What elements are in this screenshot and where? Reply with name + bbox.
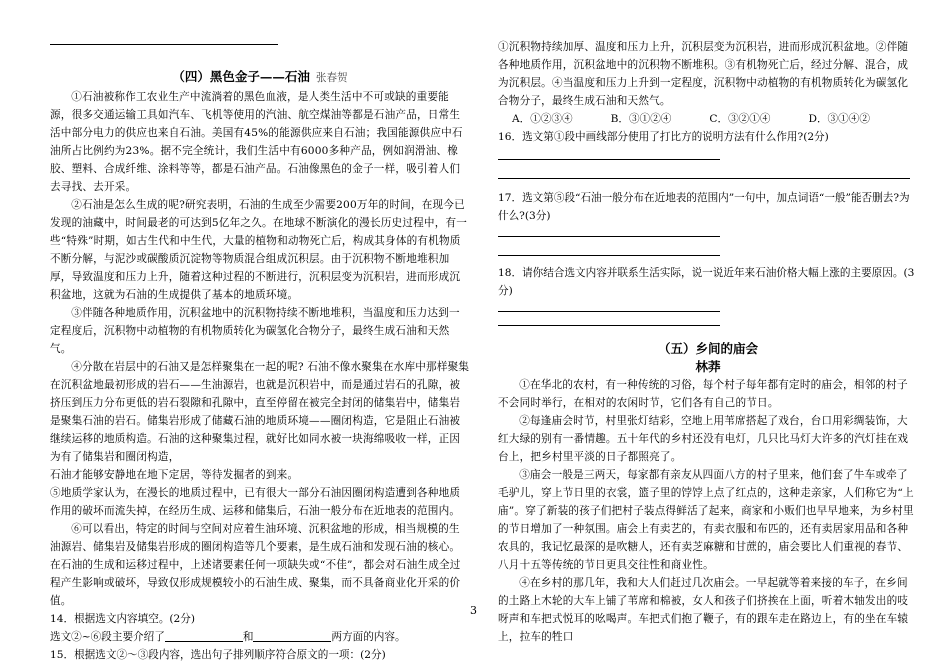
article-author-2: 林莽 [695, 359, 721, 374]
q18-answer-line-2[interactable] [498, 324, 720, 326]
section-title-4 [50, 67, 470, 88]
right-column [498, 0, 918, 646]
paragraph-5: ⑤地质学家认为，在漫长的地质过程中，已有很大一部分石油因圈闭构造遭到各种地质作用的破坏而流失掉，在经历生成、运移和储集后，石油一般分布在近地表的范围内。 [50, 487, 461, 517]
q15-sentences: ①沉积物持续加厚、温度和压力上升，沉积层变为沉积岩，进而形成沉积盆地。②伴随各种地质作用，沉积盆地中的沉积物不断堆积。③有机物死亡后，经过分解、混合，成为沉积层。④当温度和压力上升到一定程度，沉积物中动植物的有机物质转化为碳氢化合物分子，最终生成石油和天然气。 [498, 41, 909, 107]
q14-blank-2[interactable] [253, 629, 331, 642]
left-column [50, 0, 470, 664]
q15-options [498, 110, 918, 128]
q16-answer-line-2[interactable] [498, 177, 910, 179]
paragraph-4-cont: 石油才能够安静地在地下定居，等待发掘者的到来。 [50, 469, 299, 481]
article-title: （四）黑色金子——石油 [172, 69, 310, 84]
option-a[interactable]: A．①②③④ [512, 113, 573, 125]
paragraph-1: ①石油被称作工农业生产中流淌着的黑色血液，是人类生活中不可或缺的重要能源，很多交通运输工具如汽车、飞机等使用的汽油、航空煤油等都是石油产品，日常生活中部分电力的供应也来自石油。美国有45%的能源供应来自石油；我国能源供应中石油所占比例约为23%。据不完全统计，我们生活中有6000多种产品，例如润滑油、橡胶、塑料、合成纤维、涂料等等，都是石油产品。石油像黑色的金子一样，吸引着人们去寻找、去开采。 [50, 91, 463, 193]
essay-paragraph-1: ①在华北的农村，有一种传统的习俗，每个村子每年都有定时的庙会，相邻的村子不会同时举行，在相对的农闲时节，它们各有自己的节日。 [498, 379, 908, 409]
question-17: 17．选文第⑤段“石油一般分布在近地表的范围内”一句中，加点词语“一般”能否删去?为什么?(3分) [498, 192, 910, 222]
question-14: 14．根据选文内容填空。(2分) [50, 613, 196, 625]
q14-suffix: 两方面的内容。 [331, 631, 406, 643]
page-number: 3 [470, 604, 477, 617]
paragraph-2: ②石油是怎么生成的呢?研究表明，石油的生成至少需要200万年的时间，在现今已发现的油藏中，时间最老的可达到5亿年之久。在地球不断演化的漫长历史过程中，有一些“特殊”时期，如古生代和中生代，大量的植物和动物死亡后，构成其身体的有机物质不断分解，与泥沙或碳酸质沉淀物等物质混合组成沉积层。由于沉积物不断地堆积加厚，导致温度和压力上升，随着这种过程的不断进行，沉积层变为沉积岩，进而形成沉积盆地，这就为石油的生成提供了基本的地质环境。 [50, 199, 468, 301]
q14-blank-1[interactable] [165, 629, 243, 642]
top-rule [50, 44, 278, 45]
q14-prefix: 选文②~⑥段主要介绍了 [50, 631, 165, 643]
option-b[interactable]: B．③①②④ [610, 113, 672, 125]
paragraph-6: ⑥可以看出，特定的时间与空间对应着生油环境、沉积盆地的形成，相当规模的生油源岩、储集岩及储集岩形成的圈闭构造等几个要素，是生成石油和发现石油的核心。在石油的生成和运移过程中，上述诸要素任何一项缺失或“不佳”，都会对石油生成全过程产生影响或破坏，导致仅形成规模较小的石油生成、聚集，而不具备商业化开采的价值。 [50, 523, 461, 607]
section-title-5: （五）乡间的庙会 [657, 341, 758, 356]
question-18: 18．请你结合选文内容并联系生活实际，说一说近年来石油价格大幅上涨的主要原因。(3分) [498, 267, 915, 297]
q17-answer-line-2[interactable] [498, 254, 720, 256]
option-d[interactable]: D．③①④② [808, 113, 870, 125]
essay-paragraph-2: ②每逢庙会时节，村里张灯结彩，空地上用苇席搭起了戏台，台口用彩绸装饰，大红大绿的别有一番情趣。五十年代的乡村还没有电灯，几只比马灯大许多的汽灯挂在戏台上，把乡村里平淡的日子都照亮了。 [498, 415, 909, 463]
q18-answer-line-1[interactable] [498, 310, 720, 312]
question-15: 15．根据选文②～③段内容，选出句子排列顺序符合原文的一项：(2分) [50, 649, 386, 661]
essay-paragraph-4: ④在乡村的那几年，我和大人们赶过几次庙会。一早起就等着来接的车子，在乡间的土路上木轮的大车上铺了苇席和棉被，女人和孩子们挤挨在上面，听着木轴发出的吱呀声和车把式悦耳的吆喝声。车把式们抱了鞭子，有的跟车走在路边上，有的坐在车辕上，拉车的牲口 [498, 577, 909, 643]
question-14-fill [50, 628, 470, 646]
q16-answer-line-1[interactable] [498, 158, 720, 160]
option-c[interactable]: C．③②①④ [709, 113, 771, 125]
q14-mid: 和 [242, 631, 254, 643]
q17-answer-line-1[interactable] [498, 235, 720, 237]
article-author: 张春贺 [315, 72, 348, 84]
essay-paragraph-3: ③庙会一般是三两天，每家都有亲友从四面八方的村子里来，他们套了牛车或牵了毛驴儿，穿上节日里的衣裳，篮子里的饽饽上点了红点的，这种走亲家，人们称它为“上庙”。穿了新装的孩子们把村子装点得鲜活了起来，商家和小贩们也早早地来，为乡村里的节日增加了一种氛围。庙会上有卖艺的，有卖衣服和布匹的，还有卖居家用品和各种农具的，我记忆最深的是吹糖人，还有卖芝麻糖和甘蔗的，庙会要比人们重视的春节、八月十五等传统的节日更具交往性和商业性。 [498, 469, 914, 571]
paragraph-4: ④分散在岩层中的石油又是怎样聚集在一起的呢? 石油不像水聚集在水库中那样聚集在沉积盆地最初形成的岩石——生油源岩，也就是沉积岩中，而是通过岩石的孔隙，被挤压到压力分布更低的岩石裂隙和孔隙中，直至停留在被完全封闭的储集岩中，储集岩是聚集石油的岩石。储集岩形成了储藏石油的地质环境——圈闭构造，它是阻止石油被继续运移的地质构造。石油的这种聚集过程，就好比如同水被一块海绵吸收一样，正因为有了储集岩和圈闭构造， [50, 361, 470, 463]
question-16: 16．选文第①段中画线部分使用了打比方的说明方法有什么作用?(2分) [498, 131, 829, 143]
paragraph-3: ③伴随各种地质作用，沉积盆地中的沉积物持续不断地堆积，当温度和压力达到一定程度后，沉积物中动植物的有机物质转化为碳氢化合物分子，最终生成石油和天然气。 [50, 307, 460, 355]
